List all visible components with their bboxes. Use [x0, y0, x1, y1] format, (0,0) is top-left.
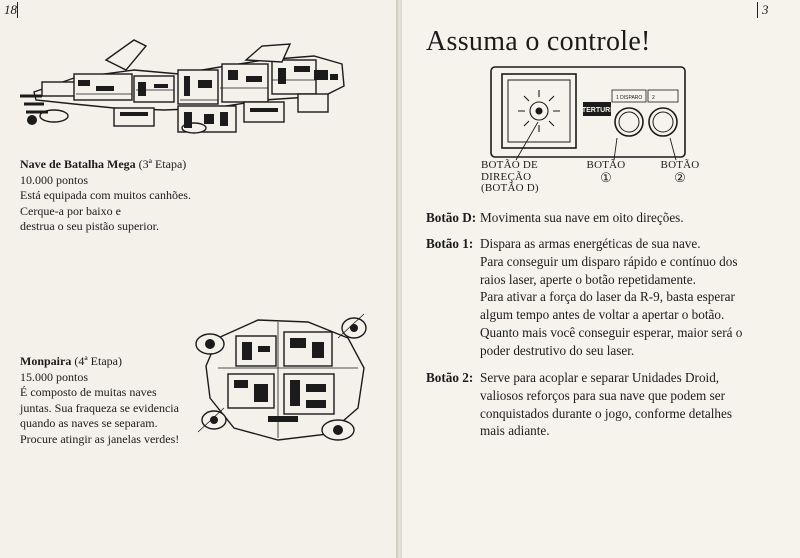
enemy-description-line: Cerque-a por baixo e — [20, 203, 121, 218]
enemy-monpaira — [20, 354, 210, 447]
enemy-stage: (3ª Etapa) — [138, 157, 187, 171]
label-button-1 — [584, 160, 628, 183]
label-line: DIREÇÃO — [481, 170, 532, 183]
button1-tag-text: 1 DISPARO — [616, 95, 643, 101]
description-line: Para ativar a força do laser da R-9, basta esperar — [480, 289, 735, 305]
label-leader-lines — [480, 120, 700, 164]
controller-logo-text: TERTURI — [581, 107, 613, 114]
label-line: (BOTÃO D) — [481, 182, 539, 194]
button-key: Botão D: — [426, 210, 477, 225]
button-key: Botão 1: — [426, 236, 474, 251]
label-number: ② — [674, 169, 686, 185]
page-rule-left — [17, 2, 18, 18]
description-line: Dispara as armas energéticas de sua nave. — [480, 236, 701, 251]
label-line: BOTÃO — [660, 159, 700, 171]
enemy-points: 15.000 pontos — [20, 369, 89, 384]
button-key: Botão 2: — [426, 370, 474, 385]
description-line: mais adiante. — [480, 423, 550, 439]
description-line: Quanto mais você conseguir esperar, maior será o — [480, 324, 743, 340]
label-line: BOTÃO — [586, 159, 626, 171]
controller-logo — [582, 102, 612, 116]
description-line: Movimenta sua nave em oito direções. — [480, 210, 684, 225]
enemy-points: 10.000 pontos — [20, 172, 89, 187]
monpaira-illustration — [188, 308, 374, 446]
label-button-2 — [658, 160, 702, 183]
description-line: conquistados durante o jogo, conforme detalhes — [480, 405, 732, 421]
description-line: Para conseguir um disparo rápido e contínuo dos — [480, 253, 738, 269]
label-line: BOTÃO DE — [481, 159, 538, 171]
enemy-description-line: quando as naves se separam. — [20, 416, 158, 430]
enemy-description-line: Está equipada com muitos canhões. — [20, 188, 191, 202]
mega-battleship-illustration — [14, 30, 354, 145]
enemy-name: Monpaira — [20, 354, 72, 368]
page-number-right: 3 — [762, 2, 769, 17]
description-line: Serve para acoplar e separar Unidades Droid, — [480, 370, 720, 385]
enemy-stage: (4ª Etapa) — [74, 354, 122, 368]
label-number: ① — [600, 169, 612, 185]
description-line: valiosos reforços para sua nave que podem ser — [480, 387, 725, 403]
description-line: raios laser, aperte o botão repetidamente. — [480, 271, 696, 287]
button2-tag-text: 2 — [652, 95, 655, 101]
description-line: poder destrutivo do seu laser. — [480, 342, 635, 358]
enemy-description-line: Procure atingir as janelas verdes! — [20, 431, 180, 446]
enemy-description-line: destrua o seu pistão superior. — [20, 219, 159, 233]
enemy-description-line: É composto de muitas naves — [20, 385, 157, 399]
page-rule-right — [757, 2, 758, 18]
enemy-description-line: juntas. Sua fraqueza se evidencia — [20, 400, 179, 415]
label-direction-button — [481, 160, 551, 195]
description-line: algum tempo antes de voltar a apertar o botão. — [480, 307, 725, 323]
enemy-mega-battleship — [20, 157, 260, 235]
left-page — [0, 0, 398, 558]
page-number-left: 18 — [4, 2, 17, 17]
page-title: Assuma o controle! — [426, 26, 651, 57]
enemy-name: Nave de Batalha Mega — [20, 157, 136, 171]
